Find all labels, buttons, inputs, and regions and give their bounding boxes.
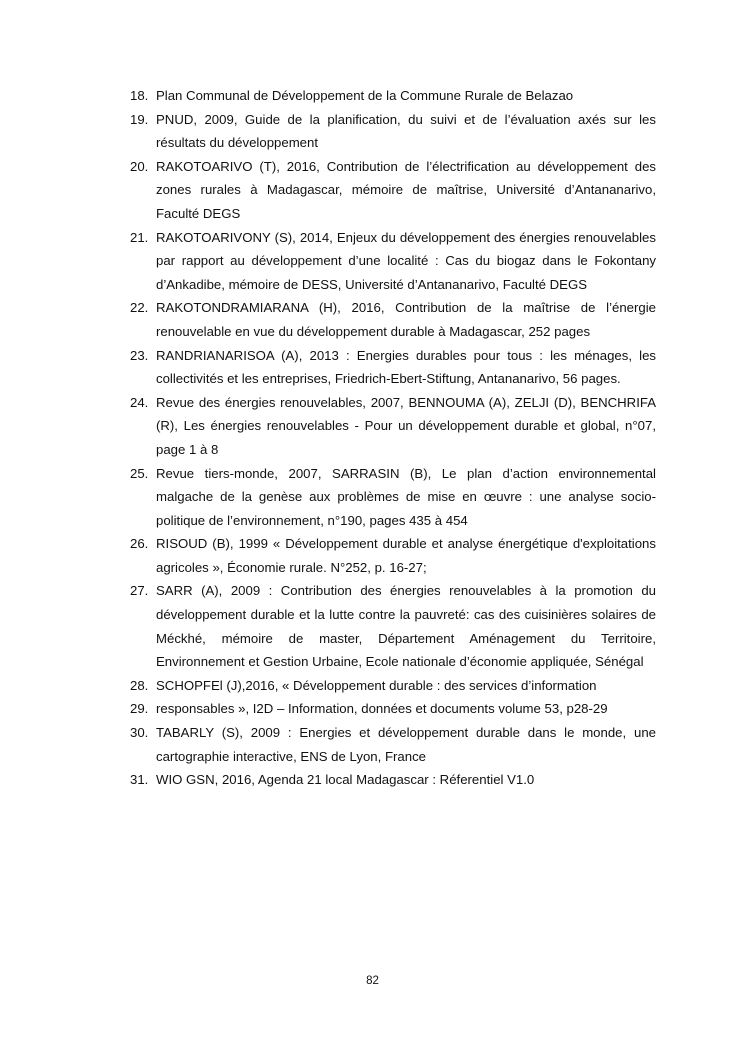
reference-item	[130, 697, 656, 721]
reference-number: 22.	[130, 300, 149, 316]
reference-item	[130, 532, 656, 579]
reference-number: 27.	[130, 583, 149, 599]
reference-text: Revue tiers-monde, 2007, SARRASIN (B), Le plan d’action environnemental malgache de la genèse aux problèmes de mise en œuvre : une analyse socio-politique de l’environnement, n°190, pages 435 à 454	[156, 465, 656, 528]
page-number: 82	[366, 975, 379, 987]
reference-item	[130, 579, 656, 673]
reference-item	[130, 721, 656, 768]
reference-number: 31.	[130, 772, 149, 788]
reference-number: 21.	[130, 229, 149, 245]
reference-text: RISOUD (B), 1999 « Développement durable et analyse énergétique d'exploitations agricoles », Économie rurale. N°252, p. 16-27;	[156, 536, 656, 575]
reference-text: RAKOTONDRAMIARANA (H), 2016, Contribution de la maîtrise de l’énergie renouvelable en vue du développement durable à Madagascar, 252 pages	[156, 300, 656, 339]
reference-item	[130, 674, 656, 698]
reference-number: 20.	[130, 158, 149, 174]
reference-number: 30.	[130, 725, 149, 741]
reference-item	[130, 84, 656, 108]
reference-item	[130, 226, 656, 297]
reference-text: TABARLY (S), 2009 : Energies et développement durable dans le monde, une cartographie interactive, ENS de Lyon, France	[156, 725, 656, 764]
reference-item	[130, 344, 656, 391]
reference-item	[130, 296, 656, 343]
reference-item	[130, 155, 656, 226]
reference-item	[130, 768, 656, 792]
reference-number: 25.	[130, 465, 149, 481]
reference-text: RANDRIANARISOA (A), 2013 : Energies durables pour tous : les ménages, les collectivités et les entreprises, Friedrich-Ebert-Stiftung, Antananarivo, 56 pages.	[156, 347, 656, 387]
reference-text: RAKOTOARIVONY (S), 2014, Enjeux du développement des énergies renouvelables par rapport au développement d’une localité : Cas du biogaz dans le Fokontany d’Ankadibe, mémoire de DESS, Université d’Antananarivo, Faculté DEGS	[156, 229, 656, 292]
reference-number: 28.	[130, 677, 149, 693]
reference-number: 26.	[130, 536, 149, 552]
reference-text: SARR (A), 2009 : Contribution des énergies renouvelables à la promotion du développement durable et la lutte contre la pauvreté: cas des cuisinières solaires de Méckhé, mémoire de master, Département Aménagement du Territoire, Environnement et Gestion Urbaine, Ecole nationale d’économie appliquée, Sénégal	[156, 583, 656, 670]
reference-item	[130, 108, 656, 155]
reference-number: 19.	[130, 111, 149, 127]
reference-text: WIO GSN, 2016, Agenda 21 local Madagascar : Réferentiel V1.0	[156, 772, 535, 788]
reference-number: 29.	[130, 701, 149, 717]
reference-number: 18.	[130, 88, 149, 103]
reference-number: 23.	[130, 347, 149, 363]
reference-number: 24.	[130, 394, 149, 410]
reference-item	[130, 462, 656, 533]
reference-text: responsables », I2D – Information, données et documents volume 53, p28-29	[156, 701, 608, 717]
reference-text: Revue des énergies renouvelables, 2007, BENNOUMA (A), ZELJI (D), BENCHRIFA (R), Les énergies renouvelables - Pour un développement durable et global, n°07, page 1 à 8	[156, 394, 656, 457]
reference-text: PNUD, 2009, Guide de la planification, du suivi et de l’évaluation axés sur les résultats du développement	[156, 111, 656, 151]
reference-text: RAKOTOARIVO (T), 2016, Contribution de l’électrification au développement des zones rurales à Madagascar, mémoire de maîtrise, Université d’Antananarivo, Faculté DEGS	[156, 158, 656, 221]
reference-item	[130, 391, 656, 462]
reference-text: SCHOPFEl (J),2016, « Développement durable : des services d’information	[156, 677, 597, 693]
reference-list	[130, 84, 656, 792]
reference-text: Plan Communal de Développement de la Commune Rurale de Belazao	[156, 88, 574, 103]
